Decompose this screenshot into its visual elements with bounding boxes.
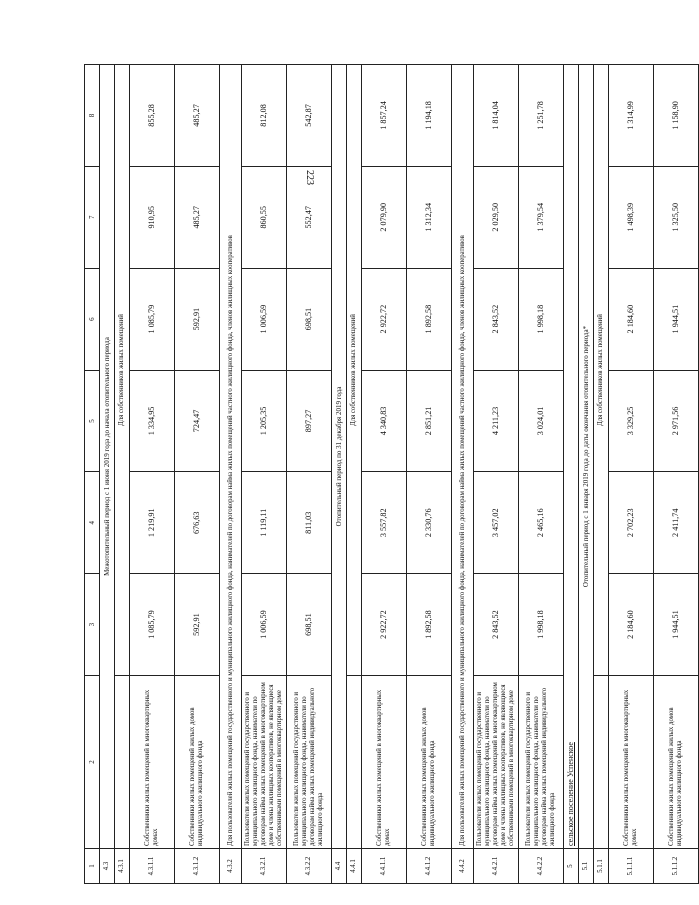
tariff-value: 485,27 [175,166,220,268]
table-row [609,65,654,884]
table-row [407,65,452,884]
tariff-value: 698,51 [287,268,332,370]
wide-group-row [220,65,242,884]
period-section-row [100,65,115,884]
tariff-value: 910,95 [130,166,175,268]
tariff-value: 4 211,23 [474,370,519,472]
settlement-title-row [564,65,579,884]
row-code: 4.4.1 [347,849,362,884]
tariff-value: 3 329,25 [609,370,654,472]
row-label: Пользователи жилых помещений государственного и муниципального жилищного фонда, наниматели по договорам найма жилых помещений индивидуального жилищного фонда [287,676,332,849]
row-code: 4.4.2.1 [474,849,519,884]
tariff-value: 1 006,59 [242,574,287,676]
row-label: Собственники жилых помещений жилых домов индивидуального жилищного фонда [654,676,699,849]
period-section-row [579,65,594,884]
group-title: Для пользователей жилых помещений государственного и муниципального жилищного фонда, нанимателей по договорам найма жилых помещений частного жилищного фонда, членов жилищных кооперативов [220,65,242,849]
row-code: 4.3 [100,849,115,884]
column-number: 2 [85,676,100,849]
group-title: Для собственников жилых помещений [347,65,362,676]
row-code: 5.1.1.1 [609,849,654,884]
column-number: 6 [85,268,100,370]
tariff-value: 1 325,50 [654,166,699,268]
row-code: 5.1.1.2 [654,849,699,884]
row-label: Собственники жилых помещений в многоквартирных домах [362,676,407,849]
group-header-row [347,65,362,884]
table-row [519,65,564,884]
tariff-value: 1 006,59 [242,268,287,370]
row-label: Собственники жилых помещений в многоквартирных домах [130,676,175,849]
row-code: 4.3.1 [115,849,130,884]
tariff-value: 1 944,51 [654,268,699,370]
tariff-value: 1 814,04 [474,65,519,167]
tariff-value: 3 457,02 [474,472,519,574]
tariff-value: 1 194,18 [407,65,452,167]
table-body [85,65,699,884]
page-number: 223 [304,170,315,185]
column-number: 8 [85,65,100,167]
tariff-value: 542,87 [287,65,332,167]
section-title: Отопительный период с 1 января 2019 года до даты окончания отопительного периода* [579,65,594,849]
settlement-title [564,65,579,849]
row-code: 4.3.1.2 [175,849,220,884]
blank-cell [594,676,609,849]
tariff-value: 3 557,82 [362,472,407,574]
row-code: 4.4.2 [452,849,474,884]
row-code: 5 [564,849,579,884]
table-row [474,65,519,884]
tariff-value: 552,47 [287,166,332,268]
tariff-value: 2 843,52 [474,268,519,370]
tariff-value: 1 158,90 [654,65,699,167]
column-number-row [85,65,100,884]
tariff-value: 485,27 [175,65,220,167]
group-header-row [594,65,609,884]
row-label: Пользователи жилых помещений государственного и муниципального жилищного фонда, наниматели по договорам найма жилых помещений индивидуального жилищного фонда [519,676,564,849]
tariff-value: 2 922,72 [362,268,407,370]
tariff-value: 1 312,34 [407,166,452,268]
tariff-value: 1 119,11 [242,472,287,574]
table-row [242,65,287,884]
group-title: Для собственников жилых помещений [594,65,609,676]
table-row [362,65,407,884]
tariff-value: 2 702,23 [609,472,654,574]
tariff-value: 724,47 [175,370,220,472]
row-code: 4.4.1.2 [407,849,452,884]
tariff-value: 860,55 [242,166,287,268]
tariff-value: 2 465,16 [519,472,564,574]
tariff-value: 1 314,99 [609,65,654,167]
row-code: 4.3.2.2 [287,849,332,884]
tariff-value: 1 892,58 [407,574,452,676]
column-number: 3 [85,574,100,676]
tariff-value: 1 998,18 [519,574,564,676]
row-code: 4.4.2.2 [519,849,564,884]
tariff-value: 1 251,78 [519,65,564,167]
row-label: Собственники жилых помещений в многоквартирных домах [609,676,654,849]
column-number: 7 [85,166,100,268]
tariff-value: 2 851,21 [407,370,452,472]
tariff-value: 2 411,74 [654,472,699,574]
column-number: 1 [85,849,100,884]
settlement-name: сельское поселение Успенское [566,742,576,846]
table-row [654,65,699,884]
tariff-value: 812,08 [242,65,287,167]
tariff-value: 811,03 [287,472,332,574]
tariff-value: 676,63 [175,472,220,574]
tariff-value: 2 184,60 [609,268,654,370]
section-title: Межотопительный период с 1 июня 2019 года до начала отопительного периода [100,65,115,849]
group-title: Для собственников жилых помещений [115,65,130,676]
table-row [175,65,220,884]
tariff-value: 4 340,83 [362,370,407,472]
tariff-value: 592,91 [175,574,220,676]
table-row [287,65,332,884]
tariff-value: 2 922,72 [362,574,407,676]
blank-cell [115,676,130,849]
row-label: Собственники жилых помещений жилых домов индивидуального жилищного фонда [407,676,452,849]
row-code: 5.1 [579,849,594,884]
tariff-value: 1 498,39 [609,166,654,268]
period-section-row [332,65,347,884]
tariff-value: 3 024,01 [519,370,564,472]
tariff-value: 592,91 [175,268,220,370]
tariff-value: 1 379,54 [519,166,564,268]
row-code: 4.3.2 [220,849,242,884]
tariff-value: 1 205,35 [242,370,287,472]
tariff-value: 2 971,56 [654,370,699,472]
tariff-value: 2 330,76 [407,472,452,574]
row-code: 4.4 [332,849,347,884]
tariff-value: 698,51 [287,574,332,676]
table-row [130,65,175,884]
rotated-table-container [84,64,683,884]
tariff-value: 2 079,90 [362,166,407,268]
row-label: Пользователи жилых помещений государственного и муниципального жилищного фонда, наниматели по договорам найма жилых помещений в многоквартирном доме и члены жилищных кооперативов, не являющиеся собственниками помещений в многоквартирном доме [474,676,519,849]
wide-group-row [452,65,474,884]
tariff-value: 1 892,58 [407,268,452,370]
section-title: Отопительный период по 31 декабря 2019 года [332,65,347,849]
column-number: 5 [85,370,100,472]
tariff-value: 1 085,79 [130,574,175,676]
row-label: Пользователи жилых помещений государственного и муниципального жилищного фонда, наниматели по договорам найма жилых помещений в многоквартирном доме и члены жилищных кооперативов, не являющиеся собственниками помещений в многоквартирном доме [242,676,287,849]
row-code: 4.3.1.1 [130,849,175,884]
tariff-value: 1 857,24 [362,65,407,167]
tariff-value: 1 219,91 [130,472,175,574]
group-title: Для пользователей жилых помещений государственного и муниципального жилищного фонда, нанимателей по договорам найма жилых помещений частного жилищного фонда, членов жилищных кооперативов [452,65,474,849]
blank-cell [347,676,362,849]
tariff-table [84,64,699,884]
group-header-row [115,65,130,884]
tariff-value: 855,28 [130,65,175,167]
row-code: 5.1.1 [594,849,609,884]
tariff-value: 1 998,18 [519,268,564,370]
tariff-value: 897,27 [287,370,332,472]
tariff-value: 1 085,79 [130,268,175,370]
tariff-value: 2 843,52 [474,574,519,676]
tariff-value: 2 184,60 [609,574,654,676]
row-code: 4.3.2.1 [242,849,287,884]
row-code: 4.4.1.1 [362,849,407,884]
tariff-value: 1 334,95 [130,370,175,472]
tariff-value: 2 029,50 [474,166,519,268]
column-number: 4 [85,472,100,574]
row-label: Собственники жилых помещений жилых домов индивидуального жилищного фонда [175,676,220,849]
tariff-value: 1 944,51 [654,574,699,676]
